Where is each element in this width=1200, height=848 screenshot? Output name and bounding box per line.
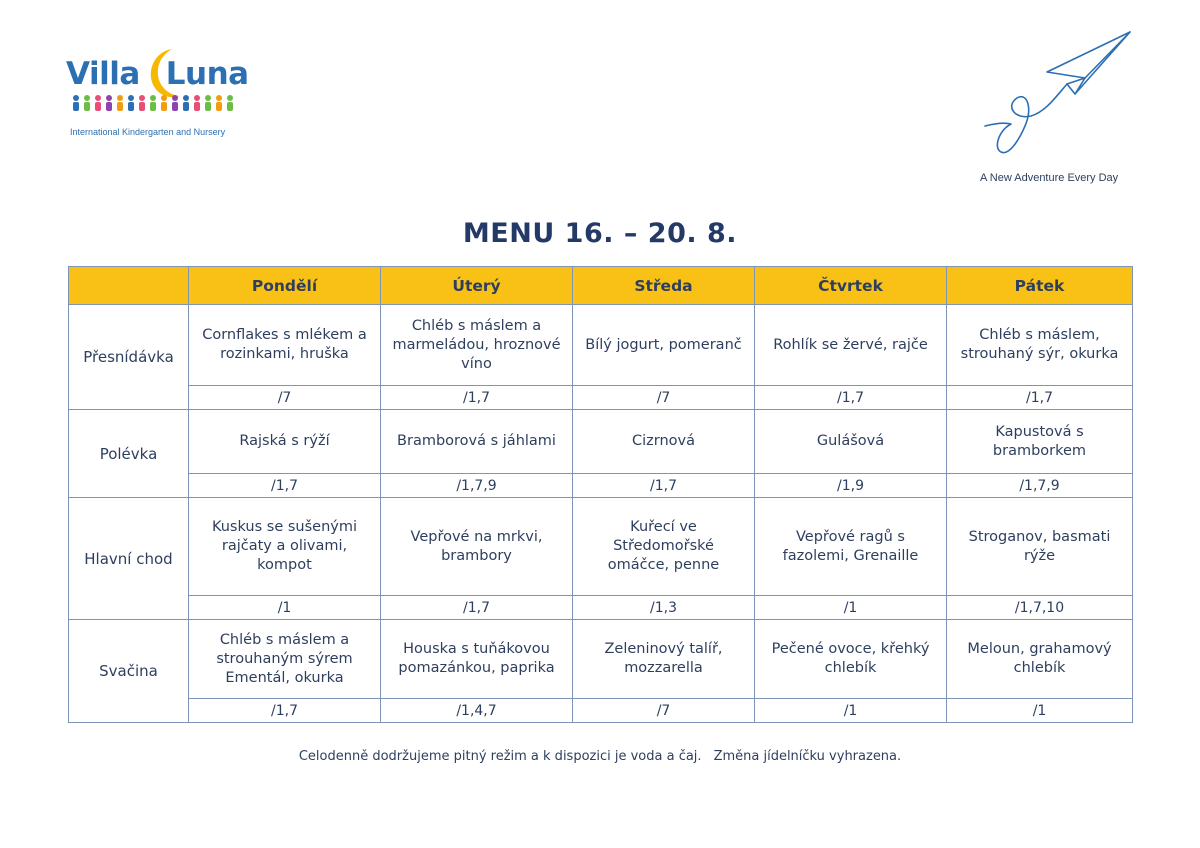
day-header: Pondělí xyxy=(189,267,381,305)
meal-row xyxy=(69,498,1133,596)
allergen-row xyxy=(69,474,1133,498)
allergen-cell: /1,7,9 xyxy=(947,474,1133,498)
header-row xyxy=(69,267,1133,305)
allergen-cell: /1 xyxy=(189,596,381,620)
allergen-cell: /1,3 xyxy=(573,596,755,620)
logo-name-villa: Villa xyxy=(66,56,140,92)
logo xyxy=(66,44,249,144)
meal-cell: Pečené ovoce, křehký chlebík xyxy=(755,620,947,699)
paper-plane-icon xyxy=(975,26,1140,161)
allergen-cell: /1,7 xyxy=(381,596,573,620)
row-label: Hlavní chod xyxy=(69,498,189,620)
allergen-cell: /1 xyxy=(755,596,947,620)
day-header: Úterý xyxy=(381,267,573,305)
allergen-cell: /1,7 xyxy=(189,474,381,498)
allergen-cell: /7 xyxy=(573,699,755,723)
meal-cell: Kapustová s bramborkem xyxy=(947,410,1133,474)
allergen-row xyxy=(69,386,1133,410)
meal-cell: Chléb s máslem a marmeládou, hroznové víno xyxy=(381,305,573,386)
meal-cell: Vepřové na mrkvi, brambory xyxy=(381,498,573,596)
meal-row xyxy=(69,410,1133,474)
allergen-cell: /7 xyxy=(189,386,381,410)
meal-cell: Zeleninový talíř, mozzarella xyxy=(573,620,755,699)
menu-table xyxy=(68,266,1133,723)
allergen-cell: /1 xyxy=(755,699,947,723)
allergen-cell: /1,7 xyxy=(189,699,381,723)
meal-cell: Bramborová s jáhlami xyxy=(381,410,573,474)
row-label: Přesnídávka xyxy=(69,305,189,410)
meal-cell: Chléb s máslem a strouhaným sýrem Ementál, okurka xyxy=(189,620,381,699)
footer-change-note: Změna jídelníčku vyhrazena. xyxy=(713,749,902,764)
meal-cell: Kuřecí ve Středomořské omáčce, penne xyxy=(573,498,755,596)
allergen-cell: /1,7 xyxy=(947,386,1133,410)
allergen-row xyxy=(69,596,1133,620)
tagline: A New Adventure Every Day xyxy=(980,172,1119,184)
day-header: Středa xyxy=(573,267,755,305)
meal-cell: Cizrnová xyxy=(573,410,755,474)
meal-cell: Meloun, grahamový chlebík xyxy=(947,620,1133,699)
header-empty-cell xyxy=(69,267,189,305)
allergen-cell: /7 xyxy=(573,386,755,410)
day-header: Pátek xyxy=(947,267,1133,305)
allergen-cell: /1,7,10 xyxy=(947,596,1133,620)
meal-cell: Houska s tuňákovou pomazánkou, paprika xyxy=(381,620,573,699)
day-header: Čtvrtek xyxy=(755,267,947,305)
meal-cell: Cornflakes s mlékem a rozinkami, hruška xyxy=(189,305,381,386)
logo-subtitle: International Kindergarten and Nursery xyxy=(70,127,226,137)
meal-row xyxy=(69,620,1133,699)
allergen-cell: /1,4,7 xyxy=(381,699,573,723)
meal-cell: Vepřové ragů s fazolemi, Grenaille xyxy=(755,498,947,596)
logo-name-luna: Luna xyxy=(165,56,249,92)
allergen-row xyxy=(69,699,1133,723)
footer-note xyxy=(0,749,1200,764)
allergen-cell: /1,7 xyxy=(755,386,947,410)
meal-cell: Rohlík se žervé, rajče xyxy=(755,305,947,386)
meal-cell: Bílý jogurt, pomeranč xyxy=(573,305,755,386)
allergen-cell: /1,7,9 xyxy=(381,474,573,498)
page-title: MENU 16. – 20. 8. xyxy=(462,218,738,249)
meal-cell: Stroganov, basmati rýže xyxy=(947,498,1133,596)
row-label: Polévka xyxy=(69,410,189,498)
children-icon xyxy=(70,94,242,118)
meal-cell: Rajská s rýží xyxy=(189,410,381,474)
meal-row xyxy=(69,305,1133,386)
allergen-cell: /1,7 xyxy=(573,474,755,498)
footer-drinking-note: Celodenně dodržujeme pitný režim a k dispozici je voda a čaj. xyxy=(298,749,702,764)
row-label: Svačina xyxy=(69,620,189,723)
meal-cell: Kuskus se sušenými rajčaty a olivami, kompot xyxy=(189,498,381,596)
meal-cell: Chléb s máslem, strouhaný sýr, okurka xyxy=(947,305,1133,386)
allergen-cell: /1,9 xyxy=(755,474,947,498)
allergen-cell: /1,7 xyxy=(381,386,573,410)
meal-cell: Gulášová xyxy=(755,410,947,474)
allergen-cell: /1 xyxy=(947,699,1133,723)
